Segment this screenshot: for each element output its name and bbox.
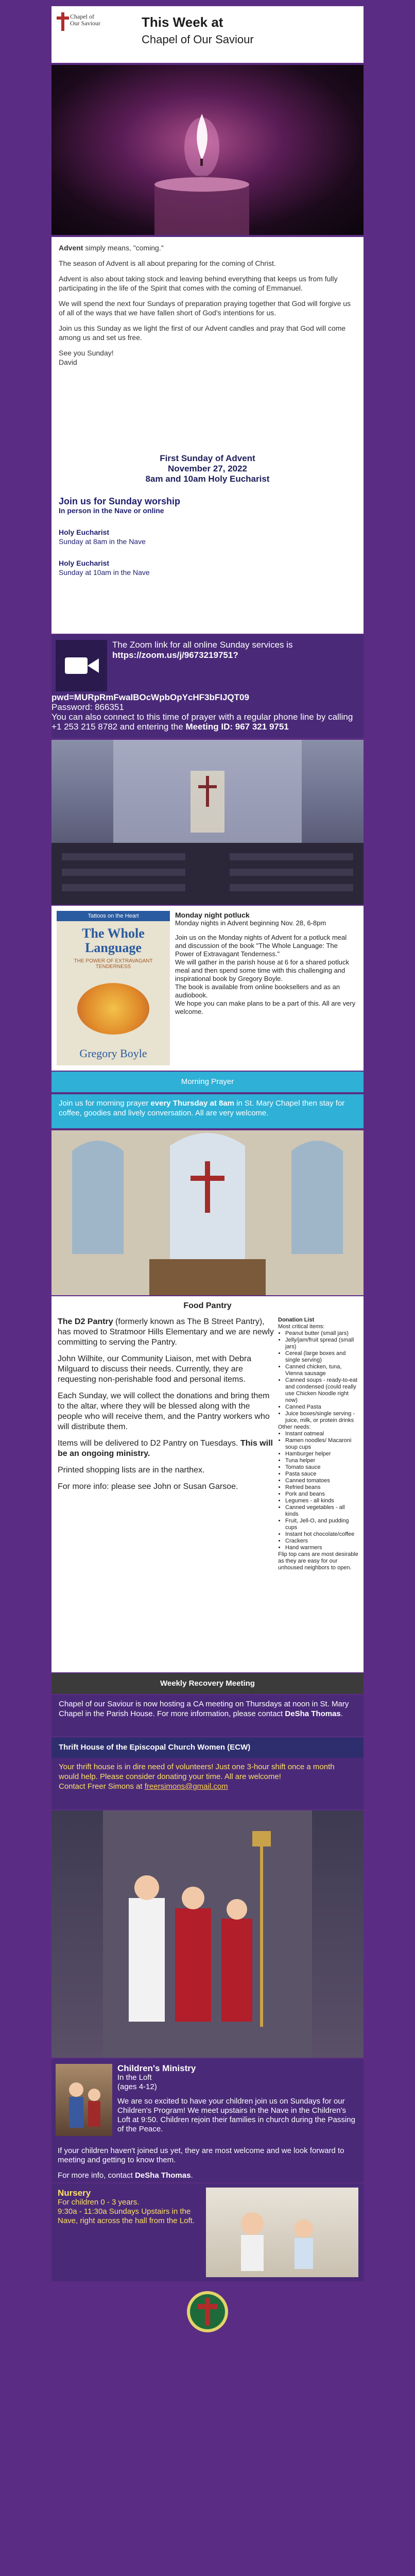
- recovery-text-bold: DeSha Thomas: [285, 1709, 341, 1718]
- advent-lead-rest: simply means, "coming.": [83, 244, 164, 252]
- newsletter-title: This Week at: [142, 14, 223, 30]
- morning-prayer-heading: Morning Prayer: [51, 1072, 364, 1092]
- potluck-card: [51, 906, 364, 1071]
- advent-p2: Advent is also about taking stock and leaving behind everything that keeps us from fully participating in the life of the Spirit that comes with the coming of Emmanuel.: [59, 275, 338, 292]
- book-cover-art: [77, 983, 149, 1035]
- logo-text: [70, 13, 100, 27]
- childrens-p3-pre: For more info, contact: [58, 2171, 135, 2180]
- acolytes-photo: [51, 1810, 364, 2058]
- thrift-contact-pre: Contact Freer Simons at: [59, 1782, 145, 1791]
- advent-p4: Join us this Sunday as we light the first of our Advent candles and pray that God will come among us and set us free.: [59, 324, 346, 342]
- other-list-item: • Instant oatmeal: [285, 1431, 358, 1437]
- nursery-p2: 9:30a - 11:30a Sundays Upstairs in the Nave, right across the hall from the Loft.: [58, 2207, 195, 2225]
- mp-text-pre: Join us for morning prayer: [59, 1099, 151, 1108]
- food-p2: John Wilhite, our Community Liaison, met with Debra Milguard to discuss their needs. Currently, they are requesting non-perishable food and personal items.: [58, 1354, 252, 1384]
- potluck-text: [175, 911, 358, 1016]
- mp-text-bold: every Thursday at 8am: [150, 1099, 235, 1108]
- book-cover-sub: THE POWER OF EXTRAVAGANT TENDERNESS: [74, 958, 153, 970]
- other-list-item: • Hamburger helper: [285, 1451, 358, 1458]
- newsletter-subtitle: Chapel of Our Saviour: [142, 33, 254, 46]
- donation-list: [278, 1317, 358, 1571]
- potluck-line5: We hope you can make plans to be a part of this. All are very welcome.: [175, 999, 356, 1015]
- recovery-text-pre: Chapel of our Saviour is now hosting a CA meeting on Thursdays at noon in St. Mary Chapel in the Parish House. For more information, please contact: [59, 1700, 349, 1718]
- childrens-more-text: [58, 2146, 357, 2182]
- other-list-item: • Hand warmers: [285, 1545, 358, 1551]
- childrens-sub1: In the Loft: [117, 2073, 152, 2082]
- morning-prayer-card: [51, 1094, 364, 1128]
- nave-photo: [51, 740, 364, 905]
- nursery-text: [58, 2189, 202, 2226]
- critical-list-item: • Jelly/jam/fruit spread (small jars): [285, 1337, 358, 1350]
- sunday-line3: 8am and 10am Holy Eucharist: [145, 474, 270, 484]
- newsletter-header: [51, 6, 364, 63]
- thrift-text: [51, 1758, 364, 1795]
- food-p5: Printed shopping lists are in the narthex.: [58, 1466, 205, 1475]
- he1-title: Holy Eucharist: [59, 528, 110, 536]
- critical-list-item: • Juice boxes/single serving - juice, milk, or protein drinks: [285, 1411, 358, 1424]
- potluck-line4: The book is available from online booksellers and as an audiobook.: [175, 983, 340, 999]
- zoom-phone-text: You can also connect to this time of prayer with a regular phone line by calling: [51, 712, 353, 722]
- thrift-text-body: Your thrift house is in dire need of volunteers! Just one 3-hour shift once a month would help. Please consider donating your time. All are welcome!: [59, 1762, 335, 1781]
- other-list-item: • Legumes - all kinds: [285, 1498, 358, 1504]
- food-heading: Food Pantry: [183, 1301, 232, 1310]
- zoom-intro-text: The Zoom link for all online Sunday services is: [112, 640, 293, 650]
- book-cover-image: [57, 911, 170, 1065]
- food-p4-pre: Items will be delivered to D2 Pantry on Tuesdays.: [58, 1439, 240, 1448]
- book-cover-title: The Whole Language: [82, 926, 145, 955]
- food-pantry-card: [51, 1296, 364, 1672]
- other-list-item: • Pasta sauce: [285, 1471, 358, 1478]
- zoom-link[interactable]: https://zoom.us/j/9673219751?: [112, 650, 238, 660]
- zoom-intro: [112, 640, 359, 660]
- logo-line1: Chapel of: [70, 13, 94, 20]
- book-cover-small-title: Tattoos on the Heart: [57, 911, 170, 921]
- sunday-line2: November 27, 2022: [167, 464, 248, 473]
- potluck-line1: Monday nights in Advent beginning Nov. 28, 6-8pm: [175, 919, 326, 927]
- nursery-photo: [206, 2188, 358, 2277]
- childrens-loft-photo: [56, 2064, 112, 2136]
- advent-p6: David: [59, 358, 77, 366]
- thrift-card: [51, 1758, 364, 1809]
- thrift-heading: Thrift House of the Episcopal Church Women (ECW): [51, 1737, 364, 1758]
- zoom-section: [51, 635, 364, 738]
- chapel-cross-logo-icon: [57, 12, 69, 31]
- childrens-title: Children's Ministry: [117, 2063, 196, 2073]
- nursery-title: Nursery: [58, 2188, 91, 2198]
- donation-list-sub: Most critical items:: [278, 1324, 325, 1330]
- other-list-item: • Canned vegetables - all kinds: [285, 1504, 358, 1518]
- childrens-ministry-card: [51, 2059, 364, 2182]
- critical-list-item: • Canned Pasta: [285, 1404, 358, 1411]
- childrens-ministry-text: [117, 2064, 359, 2134]
- critical-list-item: • Cereal (large boxes and single serving): [285, 1350, 358, 1364]
- food-p6: For more info: please see John or Susan Garsoe.: [58, 1482, 238, 1491]
- other-list-item: • Instant hot chocolate/coffee: [285, 1531, 358, 1538]
- other-list-item: • Tuna helper: [285, 1458, 358, 1464]
- recovery-heading: Weekly Recovery Meeting: [51, 1673, 364, 1694]
- advent-candle-image: [51, 65, 364, 235]
- food-p1-bold: The D2 Pantry: [58, 1317, 113, 1326]
- critical-list-item: • Canned chicken, tuna, Vienna sausage: [285, 1364, 358, 1377]
- food-p4-bold: This will be an ongoing ministry.: [58, 1439, 273, 1458]
- nursery-p1: For children 0 - 3 years.: [58, 2198, 140, 2207]
- childrens-p3-bold: DeSha Thomas: [135, 2171, 191, 2180]
- worship-sub: In person in the Nave or online: [59, 506, 164, 515]
- st-mary-chapel-photo: [51, 1130, 364, 1295]
- other-list-item: • Tomato sauce: [285, 1464, 358, 1471]
- other-list-item: • Ramen noodles/ Macaroni soup cups: [285, 1437, 358, 1451]
- advent-message-card: [51, 237, 364, 443]
- zoom-meeting-id: Meeting ID: 967 321 9751: [185, 722, 289, 732]
- other-list-item: • Canned tomatoes: [285, 1478, 358, 1484]
- food-main-text: [58, 1317, 274, 1498]
- zoom-phone-num: +1 253 215 8782 and entering the: [51, 722, 183, 732]
- sunday-heading: [51, 443, 364, 484]
- thrift-email-link[interactable]: freersimons@gmail.com: [144, 1782, 228, 1791]
- childrens-p2: If your children haven't joined us yet, they are most welcome and we look forward to meeting and getting to know them.: [58, 2146, 344, 2164]
- candle-illustration: [51, 65, 364, 235]
- potluck-line3: We will gather in the parish house at 6 for a shared potluck meal and then spend some time with this challenging and inspirational book by Gregory Boyle.: [175, 958, 349, 982]
- zoom-password: Password: 866351: [51, 702, 124, 712]
- zoom-video-icon: [56, 640, 107, 691]
- advent-p3: We will spend the next four Sundays of preparation praying together that God will forgive us of all of the ways that we have fallen short of God's intentions for us.: [59, 299, 351, 317]
- recovery-text: [51, 1695, 364, 1723]
- childrens-p3-post: .: [191, 2171, 193, 2180]
- sunday-line1: First Sunday of Advent: [160, 453, 255, 463]
- he1-time: Sunday at 8am in the Nave: [59, 537, 146, 546]
- zoom-details: [51, 692, 360, 732]
- critical-list-item: • Peanut butter (small jars): [285, 1330, 358, 1337]
- food-p1-rest: (formerly known as The B Street Pantry), has moved to Stratmoor Hills Elementary and we are newly committing to serving the Pantry.: [58, 1317, 274, 1347]
- donation-list-footer: Flip top cans are most desirable as they are easy for our unhoused neighbors to open.: [278, 1551, 358, 1571]
- logo-line2: Our Saviour: [70, 20, 100, 27]
- childrens-p1: We are so excited to have your children join us on Sundays for our Children's Program! We meet upstairs in the Nave in the Children's Loft at 9:50. Children rejoin their families in church during the Passing of the Peace.: [117, 2097, 355, 2133]
- mp-text-post: in St. Mary Chapel then stay for coffee, goodies and lively conversation. All are very welcome.: [59, 1099, 345, 1117]
- advent-lead: [59, 243, 356, 252]
- donation-list-title: Donation List: [278, 1317, 315, 1323]
- sunday-worship-card: [51, 443, 364, 634]
- chapel-emblem-icon: [51, 2283, 364, 2340]
- zoom-pwd[interactable]: pwd=MURpRmFwaIBOcWpbOpYcHF3bFIJQT09: [51, 692, 249, 702]
- other-items-list: [278, 1431, 358, 1551]
- potluck-line2: Join us on the Monday nights of Advent for a potluck meal and discussion of the book "The Whole Language: The Power of Extravagant Tenderness.": [175, 934, 347, 958]
- morning-prayer-text: [51, 1094, 364, 1122]
- footer-emblem: [51, 2283, 364, 2340]
- other-list-item: • Fruit, Jell-O, and pudding cups: [285, 1518, 358, 1531]
- worship-title: Join us for Sunday worship: [59, 496, 181, 506]
- recovery-card: [51, 1695, 364, 1736]
- other-list-item: • Pork and beans: [285, 1491, 358, 1498]
- donation-other-label: Other needs:: [278, 1424, 311, 1430]
- advent-p5: See you Sunday!: [59, 349, 114, 357]
- critical-items-list: [278, 1330, 358, 1424]
- he2-time: Sunday at 10am in the Nave: [59, 568, 150, 577]
- critical-list-item: • Canned soups - ready-to-eat and condensed (could really use Chicken Noodle right now): [285, 1377, 358, 1404]
- other-list-item: • Refried beans: [285, 1484, 358, 1491]
- other-list-item: • Crackers: [285, 1538, 358, 1545]
- advent-p1: The season of Advent is all about preparing for the coming of Christ.: [59, 259, 276, 267]
- book-cover-author: Gregory Boyle: [79, 1047, 147, 1060]
- potluck-title: Monday night potluck: [175, 911, 250, 919]
- advent-lead-bold: Advent: [59, 244, 83, 252]
- nursery-card: [51, 2183, 364, 2281]
- food-p3: Each Sunday, we will collect the donations and bring them to the altar, where they will be blessed along with the people who will receive them, and the Pantry workers who will distribute them.: [58, 1392, 270, 1431]
- he2-title: Holy Eucharist: [59, 559, 110, 567]
- childrens-sub2: (ages 4-12): [117, 2082, 157, 2091]
- recovery-text-post: .: [340, 1709, 343, 1718]
